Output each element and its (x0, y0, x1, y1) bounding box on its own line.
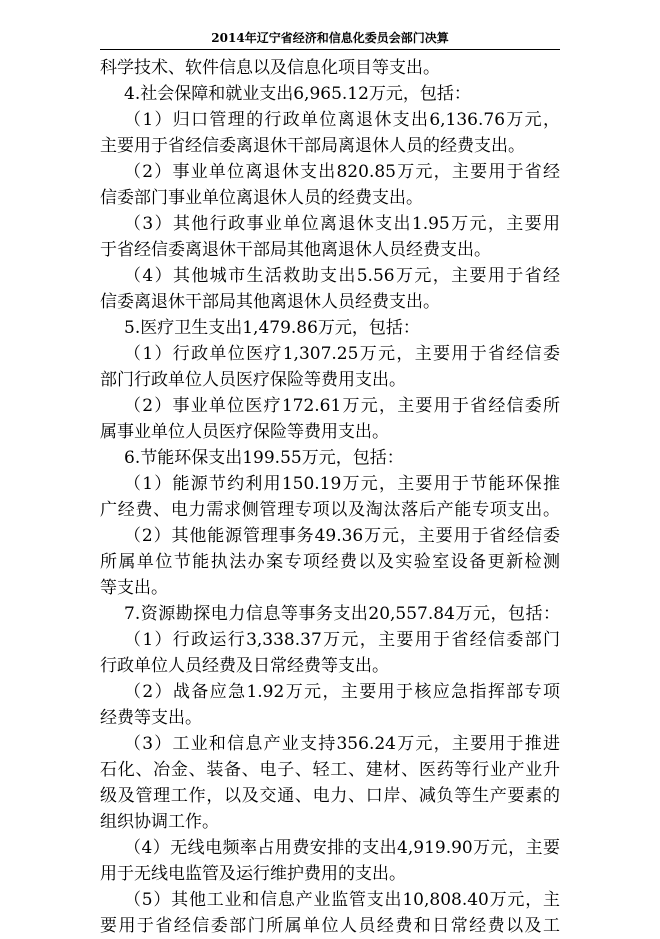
text-line: （2）事业单位医疗172.61万元，主要用于省经信委所 (124, 396, 560, 416)
header-rule (100, 49, 560, 50)
text-line: 部门行政单位人员医疗保险等费用支出。 (100, 370, 406, 390)
text-line: （4）无线电频率占用费安排的支出4,919.90万元，主要 (124, 838, 560, 858)
text-line: 主要用于省经信委离退休干部局离退休人员的经费支出。 (100, 136, 525, 156)
text-line: 信委离退休干部局其他离退休人员经费支出。 (100, 292, 440, 312)
section-heading: 4.社会保障和就业支出6,965.12万元，包括： (124, 84, 471, 104)
text-line: （5）其他工业和信息产业监管支出10,808.40万元，主 (124, 890, 560, 910)
text-line: （1）行政运行3,338.37万元，主要用于省经信委部门 (124, 630, 560, 650)
text-line: （2）其他能源管理事务49.36万元，主要用于省经信委 (124, 526, 560, 546)
text-line: 于省经信委离退休干部局其他离退休人员经费支出。 (100, 240, 491, 260)
text-line: 组织协调工作。 (100, 812, 219, 832)
body-text (100, 55, 560, 939)
text-line: 所属单位节能执法办案专项经费以及实验室设备更新检测 (100, 552, 560, 572)
text-line: （2）战备应急1.92万元，主要用于核应急指挥部专项 (124, 682, 560, 702)
section-heading: 7.资源勘探电力信息等事务支出20,557.84万元，包括： (124, 604, 560, 624)
text-line: 石化、冶金、装备、电子、轻工、建材、医药等行业产业升 (100, 760, 560, 780)
text-line: 用于无线电监管及运行维护费用的支出。 (100, 864, 406, 884)
text-line: （3）其他行政事业单位离退休支出1.95万元，主要用 (124, 214, 560, 234)
text-line: 行政单位人员经费及日常经费等支出。 (100, 656, 389, 676)
text-line: 属事业单位人员医疗保险等费用支出。 (100, 422, 389, 442)
page-header-title: 2014年辽宁省经济和信息化委员会部门决算 (211, 31, 449, 45)
section-heading: 6.节能环保支出199.55万元，包括： (124, 448, 404, 468)
text-line: （1）能源节约利用150.19万元，主要用于节能环保推 (124, 474, 560, 494)
text-line: （2）事业单位离退休支出820.85万元，主要用于省经 (124, 162, 560, 182)
section-heading: 5.医疗卫生支出1,479.86万元，包括： (124, 318, 420, 338)
text-line: 等支出。 (100, 578, 168, 598)
text-line: （3）工业和信息产业支持356.24万元，主要用于推进 (124, 734, 560, 754)
text-line: 要用于省经信委部门所属单位人员经费和日常经费以及工 (100, 916, 560, 936)
text-line: 科学技术、软件信息以及信息化项目等支出。 (100, 58, 440, 78)
text-line: 广经费、电力需求侧管理专项以及淘汰落后产能专项支出。 (100, 500, 560, 520)
text-line: 信委部门事业单位离退休人员的经费支出。 (100, 188, 423, 208)
text-line: （4）其他城市生活救助支出5.56万元，主要用于省经 (124, 266, 560, 286)
text-line: 级及管理工作，以及交通、电力、口岸、减负等生产要素的 (100, 786, 560, 806)
text-line: （1）行政单位医疗1,307.25万元，主要用于省经信委 (124, 344, 560, 364)
text-line: （1）归口管理的行政单位离退休支出6,136.76万元， (124, 110, 560, 130)
text-line: 经费等支出。 (100, 708, 202, 728)
